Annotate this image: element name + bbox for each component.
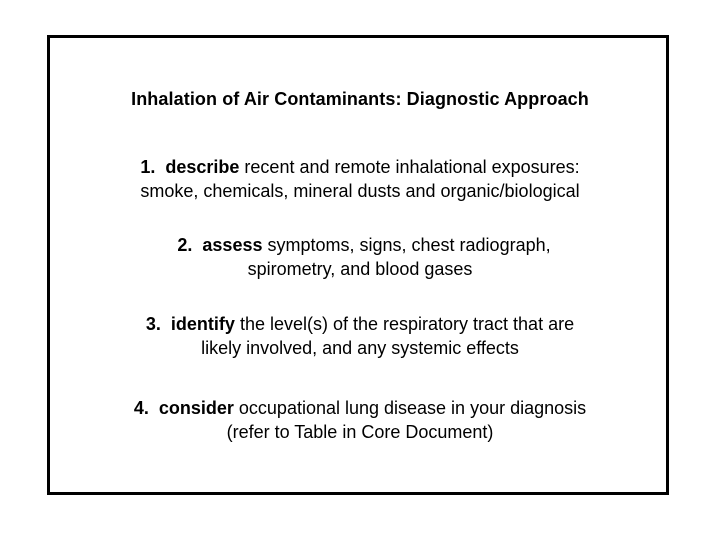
step-item-assess bbox=[100, 233, 620, 281]
step-keyword: consider bbox=[158, 398, 234, 418]
step-number: 3. bbox=[145, 314, 161, 334]
step-number: 2. bbox=[177, 235, 193, 255]
step-line-2: spirometry, and blood gases bbox=[247, 259, 473, 279]
step-line-2: likely involved, and any systemic effects bbox=[201, 338, 519, 358]
step-line-2: (refer to Table in Core Document) bbox=[226, 422, 494, 442]
step-keyword: describe bbox=[165, 157, 240, 177]
step-line-1 bbox=[100, 312, 620, 336]
step-number: 4. bbox=[133, 398, 149, 418]
step-keyword: identify bbox=[170, 314, 235, 334]
step-text: recent and remote inhalational exposures: bbox=[239, 157, 580, 177]
step-line-2: smoke, chemicals, mineral dusts and organic/biological bbox=[140, 181, 580, 201]
step-text: symptoms, signs, chest radiograph, bbox=[262, 235, 551, 255]
slide-title: Inhalation of Air Contaminants: Diagnostic Approach bbox=[131, 89, 589, 109]
step-item-identify bbox=[100, 312, 620, 360]
step-line-1 bbox=[100, 396, 620, 420]
step-line-1 bbox=[100, 155, 620, 179]
step-line-1 bbox=[100, 233, 620, 257]
step-text: occupational lung disease in your diagnosis bbox=[233, 398, 587, 418]
step-keyword: assess bbox=[202, 235, 263, 255]
step-number: 1. bbox=[140, 157, 156, 177]
step-item-describe bbox=[100, 155, 620, 203]
step-text: the level(s) of the respiratory tract that are bbox=[234, 314, 575, 334]
step-item-consider bbox=[100, 396, 620, 444]
